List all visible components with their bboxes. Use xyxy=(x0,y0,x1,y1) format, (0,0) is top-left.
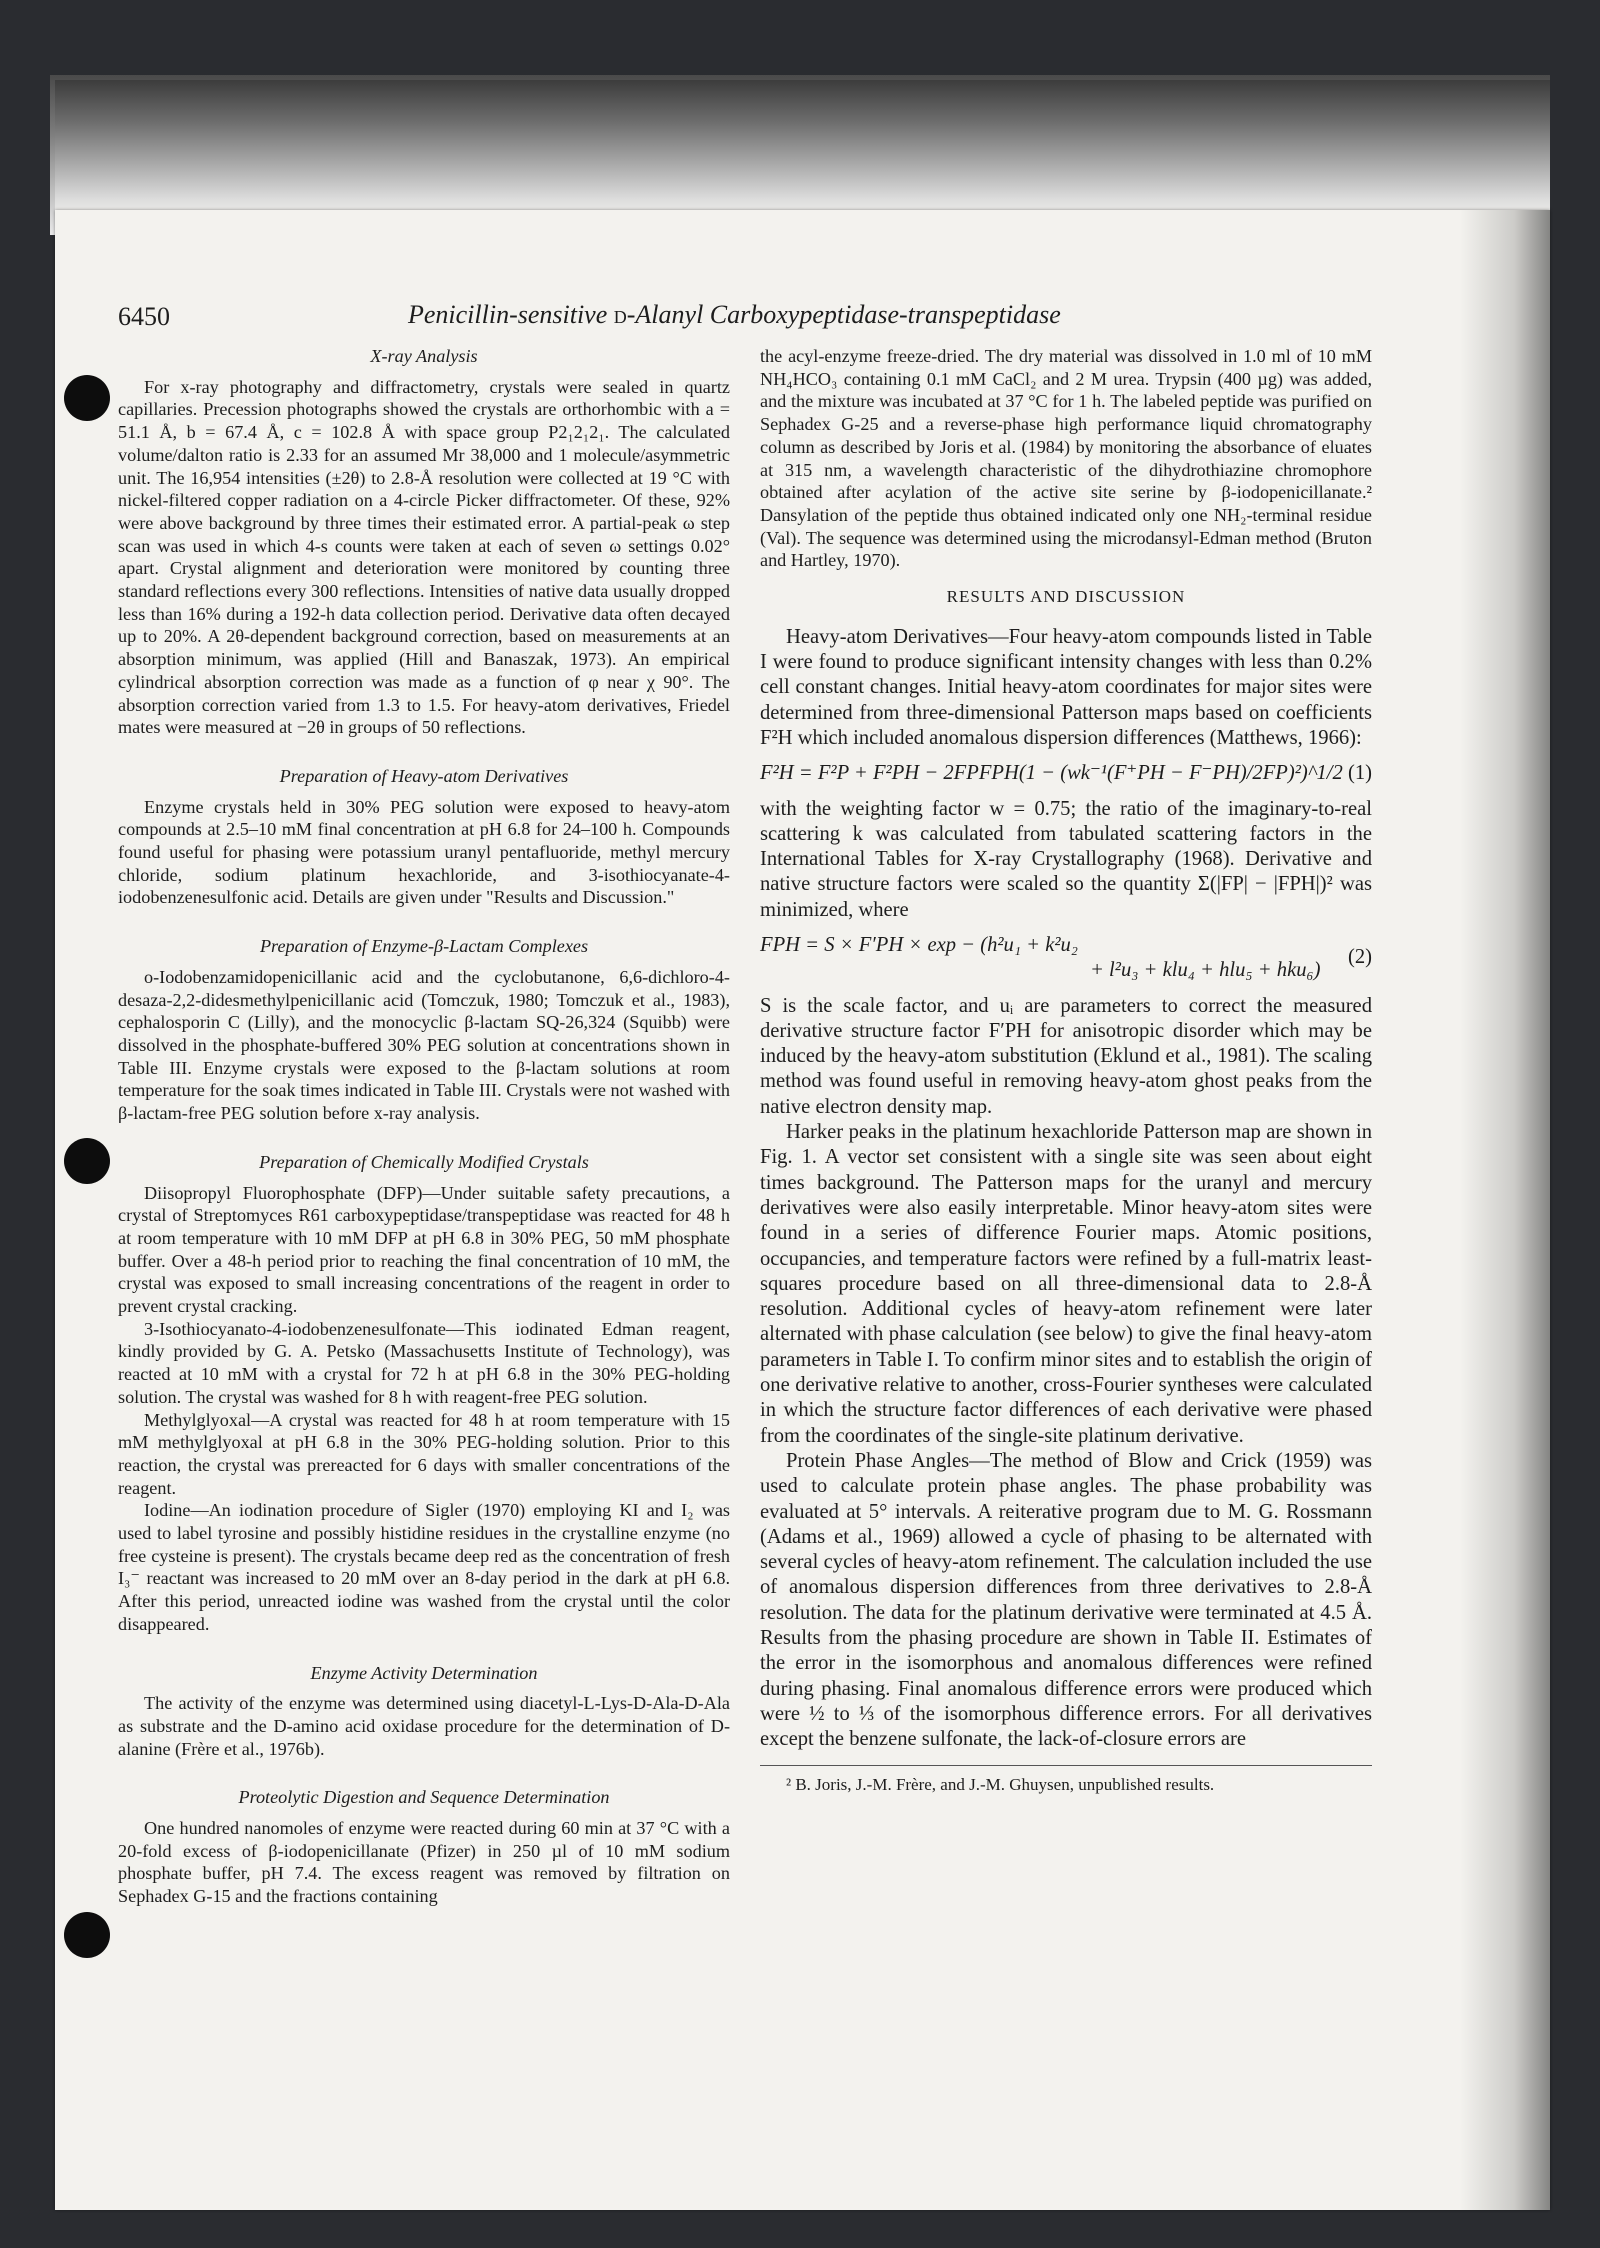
section-title: Preparation of Heavy-atom Derivatives xyxy=(279,765,569,786)
paragraph: The activity of the enzyme was determined using diacetyl-L-Lys-D-Ala-D-Ala as substrate and the D-amino acid oxidase procedure for the determination of D-alanine (Frère et al., 1976b). xyxy=(118,1693,730,1759)
section-title: RESULTS AND DISCUSSION xyxy=(946,587,1186,607)
equation-2: FPH = S × F′PH × exp − (h²u₁ + k²u₂ + l²u₃ + klu₄ + hlu₅ + hku₆) (2) xyxy=(760,934,1372,982)
paragraph: the acyl-enzyme freeze-dried. The dry material was dissolved in 1.0 ml of 10 mM NH₄HCO₃ containing 0.1 mM CaCl₂ and 2 M urea. Trypsin (400 µg) was added, and the mixture was incubated at 37 °C for 1 h. The labeled peptide was purified on Sephadex G-25 and a reverse-phase high performance liquid chromatography column as described by Joris et al. (1984) by monitoring the absorbance of eluates at 315 nm, a wavelength characteristic of the dihydrothiazine chromophore obtained after acylation of the active site serine by β-iodopenicillanate.² Dansylation of the peptide thus obtained indicated only one NH₂-terminal residue (Val). The sequence was determined using the microdansyl-Edman method (Bruton and Hartley, 1970). xyxy=(760,346,1372,571)
paragraph: Iodine—An iodination procedure of Sigler (1970) employing KI and I₂ was used to label tyrosine and possibly histidine residues in the crystalline enzyme (no free cysteine is present). The crystals became deep red as the concentration of fresh I₃⁻ reactant was increased to 20 mM over an 8-day period in the dark at pH 6.8. After this period, unreacted iodine was washed from the crystal until the color disappeared. xyxy=(118,1500,730,1634)
paragraph: o-Iodobenzamidopenicillanic acid and the cyclobutanone, 6,6-dichloro-4-desaza-2,2-didesmethylpenicillanic acid (Tomczuk, 1980; Tomczuk et al., 1983), cephalosporin C (Lilly), and the monocyclic β-lactam SQ-26,324 (Squibb) were dissolved in the phosphate-buffered 30% PEG solution at concentrations shown in Table III. Enzyme crystals were exposed to the β-lactam solutions at room temperature for the soak times indicated in Table III. Crystals were not washed with β-lactam-free PEG solution before x-ray analysis. xyxy=(118,966,730,1124)
section-title: Preparation of Chemically Modified Crystals xyxy=(259,1151,589,1172)
footnote: ² B. Joris, J.-M. Frère, and J.-M. Ghuysen, unpublished results. xyxy=(786,1774,1215,1794)
equation-number: (2) xyxy=(1347,946,1372,968)
page-edge-shadow xyxy=(1460,210,1550,2210)
punch-hole xyxy=(64,1912,110,1958)
section-title: Proteolytic Digestion and Sequence Determination xyxy=(238,1787,610,1808)
right-column xyxy=(760,345,1372,1796)
page-number: 6450 xyxy=(118,302,170,331)
paragraph: 3-Isothiocyanato-4-iodobenzenesulfonate—This iodinated Edman reagent, kindly provided by G. A. Petsko (Massachusetts Institute of Technology), was reacted at 10 mM with a crystal for 72 h at pH 6.8 in the 30% PEG-holding solution. The crystal was washed for 8 h with reagent-free PEG solution. xyxy=(118,1318,730,1407)
equation-number: (1) xyxy=(1347,762,1372,785)
paragraph: Harker peaks in the platinum hexachloride Patterson map are shown in Fig. 1. A vector set consistent with a single site was seen about eight times background. The Patterson maps for the uranyl and mercury derivatives were also easily interpretable. Minor heavy-atom sites were found in a series of difference Fourier maps. Atomic positions, occupancies, and temperature factors were refined by a full-matrix least-squares procedure based on all three-dimensional data to 2.8-Å resolution. Additional cycles of heavy-atom refinement were later alternated with phase calculation (see below) to give the final heavy-atom parameters in Table I. To confirm minor sites and to establish the origin of one derivative relative to another, cross-Fourier syntheses were calculated in which the structure factor differences of each derivative were phased from the coordinates of the single-site platinum derivative. xyxy=(760,1121,1372,1447)
punch-hole xyxy=(64,375,110,421)
footnote-rule xyxy=(760,1765,1372,1766)
paragraph: Protein Phase Angles—The method of Blow and Crick (1959) was used to calculate protein phase angles. The phase probability was evaluated at 5° intervals. A reiterative program due to M. G. Rossmann (Adams et al., 1969) allowed a cycle of phasing to be alternated with several cycles of heavy-atom refinement. The calculation included the use of anomalous dispersion differences from three derivatives to 2.8-Å resolution. The data for the platinum derivative were terminated at 4.5 Å. Results from the phasing procedure are shown in Table II. Estimates of the error in the isomorphous and anomalous differences were refined during phasing. Final anomalous difference errors were produced which were ½ to ⅓ of the isomorphous difference errors. For all derivatives except the benzene sulfonate, the lack-of-closure errors are xyxy=(760,1449,1372,1751)
left-column xyxy=(118,345,730,1908)
section-title: X-ray Analysis xyxy=(370,346,478,366)
paragraph: S is the scale factor, and uᵢ are parameters to correct the measured derivative structure factor F′PH for anisotropic disorder which may be induced by the heavy-atom substitution (Eklund et al., 1981). The scaling method was found useful in removing heavy-atom ghost peaks from the native electron density map. xyxy=(760,994,1372,1118)
paragraph: For x-ray photography and diffractometry, crystals were sealed in quartz capillaries. Precession photographs showed the crystals are orthorhombic with a = 51.1 Å, b = 67.4 Å, c = 102.8 Å with space group P2₁2₁2₁. The calculated volume/dalton ratio is 2.33 for an assumed Mr 38,000 and 1 molecule/asymmetric unit. The 16,954 intensities (±2θ) to 2.8-Å resolution were collected at 19 °C with nickel-filtered copper radiation on a 4-circle Picker diffractometer. Of these, 92% were above background by three times their estimated error. A partial-peak ω step scan was used in which 4-s counts were taken at each of seven ω settings 0.02° apart. Crystal alignment and deterioration were monitored by counting three standard reflections every 300 reflections. Intensities of native data usually dropped less than 16% during a 192-h data collection period. Derivative data often decayed up to 20%. A 2θ-dependent background correction, based on measurements at an absorption minimum, was applied (Hill and Banaszak, 1973). An empirical cylindrical absorption correction was made as a function of φ near χ 90°. The absorption correction varied from 1.3 to 1.5. For heavy-atom derivatives, Friedel mates were measured at −2θ in groups of 50 reflections. xyxy=(118,376,730,738)
paragraph: Diisopropyl Fluorophosphate (DFP)—Under suitable safety precautions, a crystal of Streptomyces R61 carboxypeptidase/transpeptidase was reacted for 48 h at room temperature with 10 mM DFP at pH 6.8 in 30% PEG, 50 mM phosphate buffer. Over a 48-h period prior to reaching the final concentration of 10 mM, the crystal was exposed to small increasing concentrations of the reagent in order to prevent crystal cracking. xyxy=(118,1182,730,1317)
paragraph: Heavy-atom Derivatives—Four heavy-atom compounds listed in Table I were found to produce significant intensity changes with less than 0.2% cell constant changes. Initial heavy-atom coordinates for major sites were determined from three-dimensional Patterson maps based on coefficients F²H which included anomalous dispersion differences (Matthews, 1966): xyxy=(760,625,1372,749)
running-title: Penicillin-sensitive d-Alanyl Carboxypeptidase-transpeptidase xyxy=(408,300,1061,329)
paragraph: Enzyme crystals held in 30% PEG solution were exposed to heavy-atom compounds at 2.5–10 mM final concentration at pH 6.8 for 24–100 h. Compounds found useful for phasing were potassium uranyl pentafluoride, methyl mercury chloride, sodium platinum hexachloride, and 3-isothiocyanate-4-iodobenzenesulfonic acid. Details are given under "Results and Discussion." xyxy=(118,796,730,908)
page-header xyxy=(118,300,1368,340)
equation-1: F²H = F²P + F²PH − 2FPFPH(1 − (wk⁻¹(F⁺PH − F⁻PH)/2FP)²)^1/2 (1) xyxy=(760,761,1372,786)
paragraph: One hundred nanomoles of enzyme were reacted during 60 min at 37 °C with a 20-fold excess of β-iodopenicillanate (Pfizer) in 250 µl of 10 mM sodium phosphate buffer, pH 7.4. The excess reagent was removed by filtration on Sephadex G-15 and the fractions containing xyxy=(118,1818,730,1907)
punch-hole xyxy=(64,1138,110,1184)
section-title: Preparation of Enzyme-β-Lactam Complexes xyxy=(259,936,589,957)
section-title: Enzyme Activity Determination xyxy=(310,1662,538,1683)
paper-top-shadow xyxy=(55,80,1550,220)
paragraph: Methylglyoxal—A crystal was reacted for 48 h at room temperature with 15 mM methylglyoxal at pH 6.8 in the 30% PEG-holding solution. Prior to this reaction, the crystal was prereacted for 6 days with smaller concentrations of the reagent. xyxy=(118,1409,730,1498)
paragraph: with the weighting factor w = 0.75; the ratio of the imaginary-to-real scattering k was calculated from tabulated scattering factors in the International Tables for X-ray Crystallography (1968). Derivative and native structure factors were scaled so the quantity Σ(|FP| − |FPH|)² was minimized, where xyxy=(760,797,1372,921)
